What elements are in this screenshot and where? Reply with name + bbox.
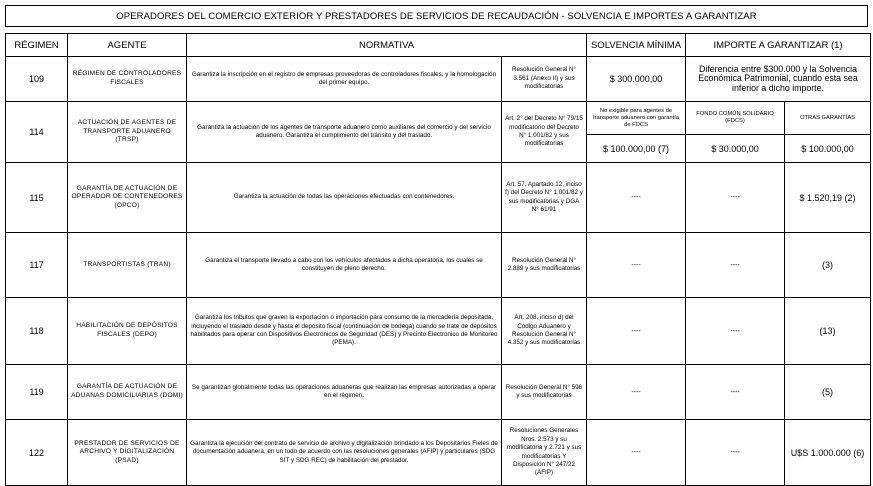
normativa-cell: Art. 2° del Decreto N° 79/15 modificatorio del Decreto N° 1.001/82 y sus modificatorias	[502, 102, 587, 163]
otras-cell: (3)	[785, 233, 871, 298]
agente-cell: GARANTÍA DE ACTUACIÓN DE OPERADOR DE CONTENEDORES (OPCO)	[68, 163, 187, 233]
regimen-cell: 118	[6, 298, 68, 365]
otras-cell: (5)	[785, 365, 871, 420]
header-importe: IMPORTE A GARANTIZAR (1)	[686, 34, 871, 57]
table-row	[6, 233, 871, 298]
agente-cell: HABILITACIÓN DE DEPÓSITOS FISCALES (DEPO)	[68, 298, 187, 365]
agente-cell: GARANTÍA DE ACTUACIÓN DE ADUANAS DOMICILIARIAS (DOMI)	[68, 365, 187, 420]
fondo-cell: ----	[686, 233, 785, 298]
otras-cell: (13)	[785, 298, 871, 365]
solvencia-cell: ----	[587, 298, 686, 365]
table-row	[6, 102, 871, 135]
header-normativa: NORMATIVA	[187, 34, 587, 57]
descripcion-cell: Garantiza la ejecución del contrato de servicio de archivo y digitalización brindado a los Depositarios Fieles de documentación aduanera, en un todo de acuerdo con las resoluciones generales (AFIP) y particulares (SDG SIT y SDG REC) de habilitación del prestador.	[187, 420, 502, 486]
solvencia-cell: ----	[587, 365, 686, 420]
fondo-cell: ----	[686, 298, 785, 365]
table-row	[6, 163, 871, 233]
guarantee-table	[5, 33, 871, 486]
solvencia-cell: ----	[587, 163, 686, 233]
regimen-cell: 115	[6, 163, 68, 233]
normativa-cell: Art. 57, Apartado 12, inciso f) del Decreto N° 1.001/82 y sus modificatorias y DGA N° 61/91	[502, 163, 587, 233]
descripcion-cell: Garantiza la actuación de todas las operaciones efectuadas con contenedores.	[187, 163, 502, 233]
normativa-cell: Resolución General N° 2.889 y sus modificatorias	[502, 233, 587, 298]
otras-cell: $ 1.520,19 (2)	[785, 163, 871, 233]
header-solvencia: SOLVENCIA MÍNIMA	[587, 34, 686, 57]
otras-cell: U$S 1.000.000 (6)	[785, 420, 871, 486]
solvencia-cell: ----	[587, 420, 686, 486]
descripcion-cell: Garantiza la inscripción en el registro de empresas proveedoras de controladores fiscales, y la homologación del primer equipo.	[187, 57, 502, 102]
header-row	[6, 34, 871, 57]
table-row	[6, 420, 871, 486]
descripcion-cell: Garantiza los tributos que graven la exportación o importación para consumo de la mercadería depositada, incluyendo el traslado desde y hasta el depósito fiscal (continuación de bodega) cuando se trate de depósitos habilitados para operar con Dispositivos Electrónicos de Seguridad (DES) y Precinto Electrónico de Monitoreo (PEMA).	[187, 298, 502, 365]
normativa-cell: Resoluciones Generales Nros. 2.573 y su modificatoria y 2.721 y sus modificatorias Y Disposición N° 247/22 (AFIP)	[502, 420, 587, 486]
agente-cell: ACTUACIÓN DE AGENTES DE TRANSPORTE ADUANERO (TRSP)	[68, 102, 187, 163]
regimen-cell: 117	[6, 233, 68, 298]
normativa-cell: Resolución General N° 3.561 (Anexo II) y sus modificatorias	[502, 57, 587, 102]
table-row	[6, 298, 871, 365]
table-row	[6, 57, 871, 102]
header-regimen: RÉGIMEN	[6, 34, 68, 57]
descripcion-cell: Garantiza el transporte llevado a cabo con los vehículos afectados a dicha operatoria, los cuales se constituyen de pleno derecho.	[187, 233, 502, 298]
header-agente: AGENTE	[68, 34, 187, 57]
fondo-subheader: FONDO COMÚN SOLIDARIO (FDCS)	[686, 102, 785, 135]
solvencia-cell: $ 100.000,00 (7)	[587, 135, 686, 163]
fondo-cell: ----	[686, 420, 785, 486]
otras-cell: $ 100.000,00	[785, 135, 871, 163]
normativa-cell: Art. 208, inciso d) del Código Aduanero y Resolución General N° 4.352 y sus modificatorias	[502, 298, 587, 365]
regimen-cell: 109	[6, 57, 68, 102]
importe-cell: Diferencia entre $300.000 y la Solvencia Económica Patrimonial, cuando esta sea inferior a dicho importe.	[686, 57, 871, 102]
otras-subheader: OTRAS GARANTÍAS	[785, 102, 871, 135]
table-row	[6, 365, 871, 420]
descripcion-cell: Se garantizan globalmente todas las operaciones aduaneras que realizan las empresas autorizadas a operar en el régimen.	[187, 365, 502, 420]
regimen-cell: 119	[6, 365, 68, 420]
agente-cell: RÉGIMEN DE CONTROLADORES FISCALES	[68, 57, 187, 102]
solvencia-cell: ----	[587, 233, 686, 298]
descripcion-cell: Garantiza la actuación de los agentes de transporte aduanero como auxiliares del comercio y del servicio aduanero. Garantiza el cumplimiento del tránsito y del traslado.	[187, 102, 502, 163]
page-title: OPERADORES DEL COMERCIO EXTERIOR Y PRESTADORES DE SERVICIOS DE RECAUDACIÓN - SOLVENCIA E IMPORTES A GARANTIZAR	[5, 5, 868, 27]
fondo-cell: ----	[686, 163, 785, 233]
regimen-cell: 122	[6, 420, 68, 486]
solvencia-subheader: No exigible para agentes de transporte aduanero con garantía de FDCS	[587, 102, 686, 135]
agente-cell: TRANSPORTISTAS (TRAN)	[68, 233, 187, 298]
fondo-cell: $ 30.000,00	[686, 135, 785, 163]
regimen-cell: 114	[6, 102, 68, 163]
agente-cell: PRESTADOR DE SERVICIOS DE ARCHIVO Y DIGITALIZACIÓN (PSAD)	[68, 420, 187, 486]
fondo-cell: ----	[686, 365, 785, 420]
normativa-cell: Resolución General N° 596 y sus modificatorias	[502, 365, 587, 420]
solvencia-cell: $ 300.000,00	[587, 57, 686, 102]
